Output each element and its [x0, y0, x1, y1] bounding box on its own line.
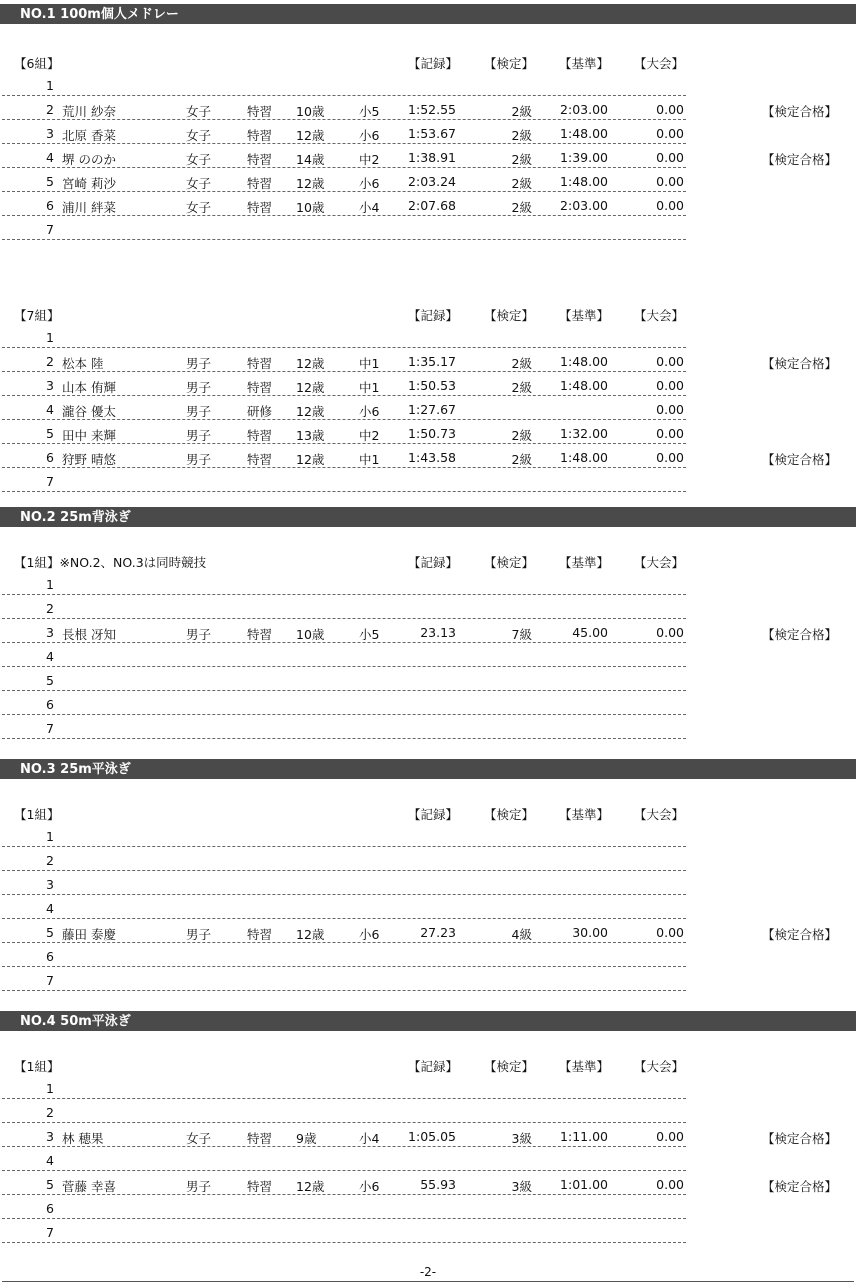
lane-number: 3	[46, 126, 54, 141]
header-record: 【記録】	[408, 56, 459, 71]
header-record: 【記録】	[408, 555, 459, 570]
standard-time: 1:48.00	[560, 354, 608, 369]
swimmer-sex: 女子	[186, 200, 212, 215]
heat-label: 【7組】	[14, 308, 60, 323]
swimmer-class: 特習	[247, 1179, 273, 1194]
swimmer-age: 13歳	[296, 428, 325, 443]
event-title-bar	[0, 759, 856, 779]
lane-number: 4	[46, 150, 54, 165]
lane-number: 5	[46, 1177, 54, 1192]
pass-badge: 【検定合格】	[762, 1179, 838, 1194]
table-row	[0, 919, 856, 943]
table-row	[0, 396, 856, 420]
swimmer-class: 特習	[247, 452, 273, 467]
swimmer-name: 瀧谷 優太	[62, 404, 116, 419]
swimmer-age: 12歳	[296, 927, 325, 942]
standard-time: 1:39.00	[560, 150, 608, 165]
table-row	[0, 715, 856, 739]
header-level: 【検定】	[484, 1059, 535, 1074]
heat-label: 【1組】	[14, 1059, 60, 1074]
swimmer-age: 12歳	[296, 128, 325, 143]
table-row	[0, 120, 856, 144]
table-row	[0, 444, 856, 468]
swimmer-age: 12歳	[296, 380, 325, 395]
swimmer-name: 藤田 泰慶	[62, 927, 116, 942]
footer-rule	[2, 1281, 854, 1282]
meet-value: 0.00	[656, 198, 684, 213]
swimmer-class: 特習	[247, 428, 273, 443]
heat-header	[0, 1055, 856, 1077]
lane-number: 4	[46, 901, 54, 916]
swimmer-age: 12歳	[296, 452, 325, 467]
event-title: NO.3 25m平泳ぎ	[20, 762, 131, 777]
lane-number: 2	[46, 102, 54, 117]
lane-number: 2	[46, 601, 54, 616]
pass-badge: 【検定合格】	[762, 152, 838, 167]
swimmer-name: 浦川 絆菜	[62, 200, 116, 215]
swimmer-sex: 男子	[186, 380, 212, 395]
test-level: 3級	[511, 1179, 532, 1194]
swimmer-age: 12歳	[296, 1179, 325, 1194]
meet-value: 0.00	[656, 378, 684, 393]
swimmer-sex: 男子	[186, 927, 212, 942]
lane-number: 4	[46, 649, 54, 664]
lane-number: 6	[46, 450, 54, 465]
lane-number: 2	[46, 1105, 54, 1120]
header-meet: 【大会】	[634, 56, 685, 71]
lane-number: 5	[46, 673, 54, 688]
table-row	[0, 595, 856, 619]
event-title-bar	[0, 1011, 856, 1031]
swimmer-name: 堺 ののか	[62, 152, 116, 167]
standard-time: 1:01.00	[560, 1177, 608, 1192]
swimmer-age: 12歳	[296, 356, 325, 371]
header-standard: 【基準】	[559, 308, 610, 323]
pass-badge: 【検定合格】	[762, 927, 838, 942]
heat-header	[0, 52, 856, 74]
swimmer-class: 特習	[247, 927, 273, 942]
lane-number: 2	[46, 354, 54, 369]
swimmer-sex: 男子	[186, 356, 212, 371]
record-time: 1:38.91	[408, 150, 456, 165]
swimmer-class: 特習	[247, 128, 273, 143]
swimmer-name: 北原 香菜	[62, 128, 116, 143]
meet-value: 0.00	[656, 450, 684, 465]
swimmer-sex: 女子	[186, 176, 212, 191]
table-row	[0, 571, 856, 595]
lane-number: 6	[46, 697, 54, 712]
swimmer-name: 長根 冴知	[62, 627, 116, 642]
lane-number: 6	[46, 1201, 54, 1216]
standard-time: 1:48.00	[560, 174, 608, 189]
test-level: 2級	[511, 176, 532, 191]
table-row	[0, 1219, 856, 1243]
school-grade: 中2	[359, 152, 380, 167]
swimmer-class: 特習	[247, 356, 273, 371]
lane-number: 2	[46, 853, 54, 868]
table-row	[0, 324, 856, 348]
record-time: 2:03.24	[408, 174, 456, 189]
heat-header	[0, 803, 856, 825]
event-title-bar	[0, 4, 856, 24]
meet-value: 0.00	[656, 174, 684, 189]
swimmer-age: 12歳	[296, 176, 325, 191]
standard-time: 30.00	[572, 925, 608, 940]
meet-value: 0.00	[656, 1129, 684, 1144]
school-grade: 小6	[359, 1179, 380, 1194]
lane-number: 1	[46, 577, 54, 592]
meet-value: 0.00	[656, 925, 684, 940]
swimmer-age: 10歳	[296, 627, 325, 642]
swimmer-name: 林 穂果	[62, 1131, 104, 1146]
heat-label: 【1組】※NO.2、NO.3は同時競技	[14, 555, 207, 570]
record-time: 23.13	[420, 625, 456, 640]
test-level: 2級	[511, 128, 532, 143]
lane-number: 4	[46, 402, 54, 417]
test-level: 2級	[511, 152, 532, 167]
swimmer-age: 12歳	[296, 404, 325, 419]
test-level: 2級	[511, 356, 532, 371]
swimmer-age: 9歳	[296, 1131, 317, 1146]
swimmer-sex: 女子	[186, 1131, 212, 1146]
table-row	[0, 1171, 856, 1195]
header-record: 【記録】	[408, 807, 459, 822]
swimmer-age: 10歳	[296, 104, 325, 119]
lane-number: 7	[46, 474, 54, 489]
school-grade: 小4	[359, 200, 380, 215]
standard-time: 1:32.00	[560, 426, 608, 441]
school-grade: 小6	[359, 128, 380, 143]
swimmer-name: 宮崎 莉沙	[62, 176, 116, 191]
swimmer-name: 山本 侑輝	[62, 380, 116, 395]
meet-value: 0.00	[656, 354, 684, 369]
test-level: 7級	[511, 627, 532, 642]
header-meet: 【大会】	[634, 1059, 685, 1074]
meet-value: 0.00	[656, 1177, 684, 1192]
lane-number: 7	[46, 721, 54, 736]
swimmer-class: 特習	[247, 152, 273, 167]
header-level: 【検定】	[484, 56, 535, 71]
table-row	[0, 1099, 856, 1123]
school-grade: 小4	[359, 1131, 380, 1146]
table-row	[0, 420, 856, 444]
standard-time: 1:48.00	[560, 378, 608, 393]
test-level: 2級	[511, 428, 532, 443]
school-grade: 小5	[359, 627, 380, 642]
record-time: 1:52.55	[408, 102, 456, 117]
lane-number: 6	[46, 198, 54, 213]
table-row	[0, 144, 856, 168]
lane-number: 5	[46, 174, 54, 189]
swimmer-class: 特習	[247, 200, 273, 215]
event-title: NO.2 25m背泳ぎ	[20, 510, 131, 525]
header-standard: 【基準】	[559, 807, 610, 822]
test-level: 2級	[511, 104, 532, 119]
table-row	[0, 1195, 856, 1219]
row-divider	[2, 491, 686, 492]
swimmer-name: 田中 来輝	[62, 428, 116, 443]
table-row	[0, 895, 856, 919]
swimmer-name: 狩野 晴悠	[62, 452, 116, 467]
table-row	[0, 1147, 856, 1171]
swimmer-sex: 女子	[186, 104, 212, 119]
swimmer-sex: 男子	[186, 627, 212, 642]
header-meet: 【大会】	[634, 807, 685, 822]
standard-time: 2:03.00	[560, 198, 608, 213]
table-row	[0, 691, 856, 715]
lane-number: 3	[46, 1129, 54, 1144]
heat-label: 【1組】	[14, 807, 60, 822]
lane-number: 3	[46, 378, 54, 393]
header-record: 【記録】	[408, 1059, 459, 1074]
meet-value: 0.00	[656, 426, 684, 441]
swimmer-class: 特習	[247, 1131, 273, 1146]
table-row	[0, 643, 856, 667]
test-level: 2級	[511, 200, 532, 215]
lane-number: 3	[46, 877, 54, 892]
event-title: NO.1 100m個人メドレー	[20, 7, 179, 22]
swimmer-age: 14歳	[296, 152, 325, 167]
table-row	[0, 943, 856, 967]
school-grade: 小6	[359, 404, 380, 419]
record-time: 1:50.73	[408, 426, 456, 441]
header-standard: 【基準】	[559, 555, 610, 570]
swimmer-sex: 男子	[186, 452, 212, 467]
table-row	[0, 967, 856, 991]
meet-value: 0.00	[656, 150, 684, 165]
heat-label: 【6組】	[14, 56, 60, 71]
header-standard: 【基準】	[559, 56, 610, 71]
record-time: 1:43.58	[408, 450, 456, 465]
test-level: 2級	[511, 452, 532, 467]
standard-time: 45.00	[572, 625, 608, 640]
test-level: 2級	[511, 380, 532, 395]
record-time: 55.93	[420, 1177, 456, 1192]
header-standard: 【基準】	[559, 1059, 610, 1074]
swimmer-class: 研修	[247, 404, 273, 419]
row-divider	[2, 1242, 686, 1243]
header-level: 【検定】	[484, 555, 535, 570]
record-time: 1:50.53	[408, 378, 456, 393]
table-row	[0, 823, 856, 847]
school-grade: 中2	[359, 428, 380, 443]
standard-time: 1:11.00	[560, 1129, 608, 1144]
lane-number: 7	[46, 973, 54, 988]
swimmer-sex: 男子	[186, 428, 212, 443]
standard-time: 1:48.00	[560, 126, 608, 141]
lane-number: 3	[46, 625, 54, 640]
swimmer-class: 特習	[247, 104, 273, 119]
record-time: 2:07.68	[408, 198, 456, 213]
standard-time: 1:48.00	[560, 450, 608, 465]
table-row	[0, 168, 856, 192]
table-row	[0, 96, 856, 120]
heat-header	[0, 304, 856, 326]
table-row	[0, 72, 856, 96]
table-row	[0, 468, 856, 492]
swimmer-sex: 男子	[186, 404, 212, 419]
heat-header	[0, 551, 856, 573]
meet-value: 0.00	[656, 625, 684, 640]
header-record: 【記録】	[408, 308, 459, 323]
swimmer-class: 特習	[247, 176, 273, 191]
lane-number: 5	[46, 426, 54, 441]
table-row	[0, 871, 856, 895]
lane-number: 7	[46, 1225, 54, 1240]
school-grade: 小6	[359, 927, 380, 942]
table-row	[0, 1123, 856, 1147]
pass-badge: 【検定合格】	[762, 356, 838, 371]
school-grade: 中1	[359, 356, 380, 371]
page-number: -2-	[419, 1265, 437, 1279]
header-level: 【検定】	[484, 807, 535, 822]
pass-badge: 【検定合格】	[762, 104, 838, 119]
lane-number: 6	[46, 949, 54, 964]
event-title: NO.4 50m平泳ぎ	[20, 1014, 131, 1029]
lane-number: 1	[46, 1081, 54, 1096]
table-row	[0, 1075, 856, 1099]
lane-number: 4	[46, 1153, 54, 1168]
lane-number: 1	[46, 829, 54, 844]
record-time: 1:35.17	[408, 354, 456, 369]
lane-number: 1	[46, 330, 54, 345]
standard-time: 2:03.00	[560, 102, 608, 117]
test-level: 3級	[511, 1131, 532, 1146]
lane-number: 1	[46, 78, 54, 93]
table-row	[0, 348, 856, 372]
swimmer-sex: 男子	[186, 1179, 212, 1194]
swimmer-sex: 女子	[186, 128, 212, 143]
pass-badge: 【検定合格】	[762, 1131, 838, 1146]
row-divider	[2, 990, 686, 991]
test-level: 4級	[511, 927, 532, 942]
pass-badge: 【検定合格】	[762, 452, 838, 467]
table-row	[0, 216, 856, 240]
meet-value: 0.00	[656, 126, 684, 141]
header-meet: 【大会】	[634, 555, 685, 570]
table-row	[0, 619, 856, 643]
school-grade: 小5	[359, 104, 380, 119]
pass-badge: 【検定合格】	[762, 627, 838, 642]
header-level: 【検定】	[484, 308, 535, 323]
lane-number: 5	[46, 925, 54, 940]
meet-value: 0.00	[656, 402, 684, 417]
table-row	[0, 667, 856, 691]
swimmer-name: 松本 陸	[62, 356, 104, 371]
school-grade: 中1	[359, 380, 380, 395]
swimmer-name: 菅藤 幸喜	[62, 1179, 116, 1194]
school-grade: 小6	[359, 176, 380, 191]
swimmer-age: 10歳	[296, 200, 325, 215]
record-time: 1:27.67	[408, 402, 456, 417]
table-row	[0, 372, 856, 396]
lane-number: 7	[46, 222, 54, 237]
record-time: 1:05.05	[408, 1129, 456, 1144]
swimmer-class: 特習	[247, 380, 273, 395]
swimmer-sex: 女子	[186, 152, 212, 167]
row-divider	[2, 738, 686, 739]
swimmer-name: 荒川 紗奈	[62, 104, 116, 119]
school-grade: 中1	[359, 452, 380, 467]
table-row	[0, 847, 856, 871]
meet-value: 0.00	[656, 102, 684, 117]
table-row	[0, 192, 856, 216]
record-time: 1:53.67	[408, 126, 456, 141]
header-meet: 【大会】	[634, 308, 685, 323]
row-divider	[2, 239, 686, 240]
event-title-bar	[0, 507, 856, 527]
swimmer-class: 特習	[247, 627, 273, 642]
record-time: 27.23	[420, 925, 456, 940]
